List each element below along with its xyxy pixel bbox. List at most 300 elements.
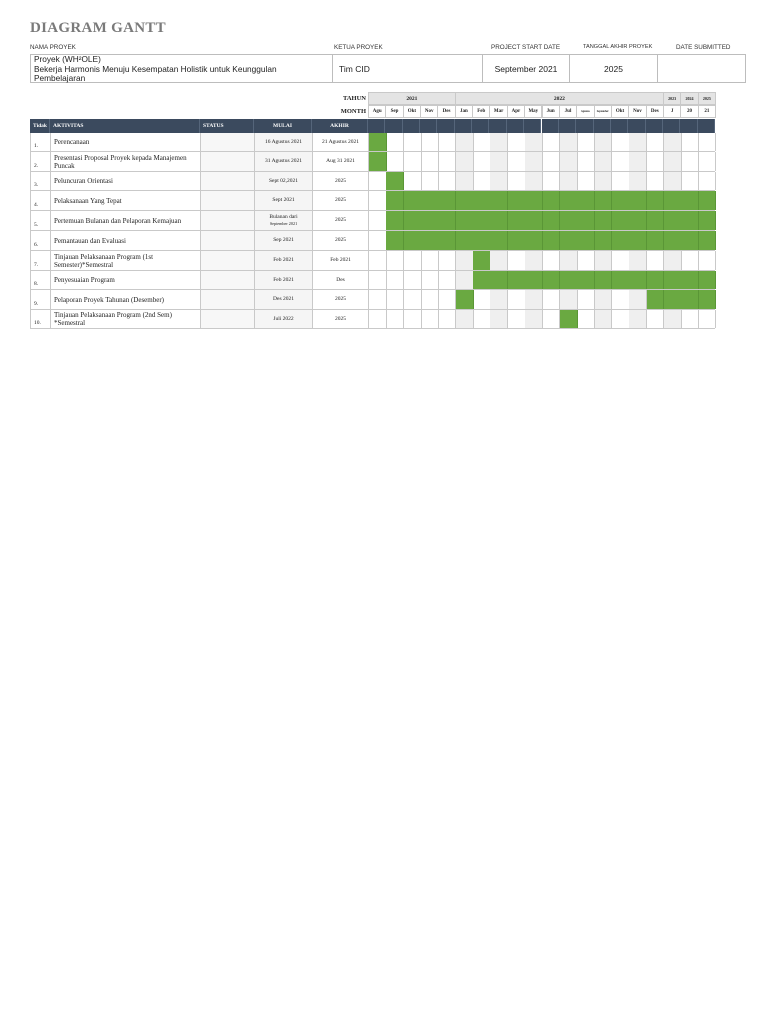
month-header: May bbox=[524, 105, 542, 118]
gantt-cell bbox=[525, 290, 543, 309]
end-date: 2025 bbox=[313, 310, 369, 328]
gantt-cell bbox=[525, 251, 543, 270]
gantt-bar bbox=[421, 211, 439, 230]
label-nama-proyek: NAMA PROYEK bbox=[30, 44, 76, 51]
col-header-month-cell bbox=[611, 119, 628, 133]
gantt-bar bbox=[647, 290, 665, 309]
month-header: September bbox=[594, 105, 612, 118]
gantt-cell bbox=[473, 152, 491, 171]
gantt-bar bbox=[681, 211, 699, 230]
gantt-bar bbox=[525, 271, 543, 289]
month-header: 20 bbox=[680, 105, 698, 118]
label-ketua-proyek: KETUA PROYEK bbox=[334, 44, 383, 51]
start-date bbox=[255, 231, 313, 250]
row-number: 8. bbox=[31, 271, 51, 289]
month-header: Mar bbox=[489, 105, 507, 118]
col-header-month-cell bbox=[542, 119, 559, 133]
row-number: 4. bbox=[31, 191, 51, 210]
gantt-bar bbox=[456, 290, 474, 309]
month-header: Jan bbox=[455, 105, 473, 118]
gantt-bar bbox=[438, 231, 456, 250]
start-date bbox=[255, 251, 313, 270]
gantt-cell bbox=[421, 172, 439, 190]
start-date bbox=[255, 290, 313, 309]
table-row[interactable] bbox=[30, 271, 715, 290]
gantt-cell bbox=[369, 191, 387, 210]
gantt-cell bbox=[560, 172, 578, 190]
gantt-cell bbox=[404, 251, 422, 270]
month-label: MONTH bbox=[340, 108, 366, 115]
gantt-cell bbox=[404, 172, 422, 190]
end-date: 2025 bbox=[313, 191, 369, 210]
gantt-bar bbox=[386, 231, 404, 250]
gantt-bar bbox=[473, 191, 491, 210]
gantt-cell bbox=[664, 251, 682, 270]
gantt-bar bbox=[438, 211, 456, 230]
gantt-cell bbox=[490, 133, 508, 151]
gantt-bar bbox=[456, 211, 474, 230]
gantt-cell bbox=[681, 251, 699, 270]
activity-name: Presentasi Proposal Proyek kepada Manajemen Puncak bbox=[51, 152, 201, 171]
gantt-bar bbox=[456, 231, 474, 250]
table-row[interactable] bbox=[30, 231, 715, 251]
gantt-cell bbox=[386, 251, 404, 270]
gantt-bar bbox=[560, 310, 578, 328]
end-date: Aug 31 2021 bbox=[313, 152, 369, 171]
gantt-bar bbox=[421, 231, 439, 250]
end-date: 2025 bbox=[313, 231, 369, 250]
gantt-cell bbox=[543, 152, 561, 171]
gantt-cell bbox=[664, 172, 682, 190]
gantt-bar bbox=[577, 191, 595, 210]
gantt-cell bbox=[664, 152, 682, 171]
gantt-cell bbox=[699, 251, 717, 270]
gantt-bar bbox=[490, 191, 508, 210]
month-header: Jul bbox=[559, 105, 577, 118]
gantt-cell bbox=[438, 133, 456, 151]
gantt-cell bbox=[421, 310, 439, 328]
gantt-bar bbox=[525, 231, 543, 250]
gantt-cell bbox=[629, 290, 647, 309]
activity-name: Peluncuran Orientasi bbox=[51, 172, 201, 190]
gantt-cell bbox=[595, 290, 613, 309]
activity-name: Pemantauan dan Evaluasi bbox=[51, 231, 201, 250]
project-meta-box bbox=[30, 54, 746, 83]
col-header-month-cell bbox=[594, 119, 611, 133]
gantt-bar bbox=[629, 211, 647, 230]
gantt-cell bbox=[543, 310, 561, 328]
gantt-bar bbox=[612, 231, 630, 250]
gantt-cell bbox=[386, 152, 404, 171]
gantt-bar bbox=[629, 191, 647, 210]
gantt-cell bbox=[629, 152, 647, 171]
start-date-text: Sep 2021 bbox=[273, 237, 294, 244]
gantt-bar bbox=[699, 231, 717, 250]
gantt-bar bbox=[647, 231, 665, 250]
col-header-month-cell bbox=[524, 119, 541, 133]
end-date: 2025 bbox=[313, 172, 369, 190]
start-date-text: 31 Agustus 2021 bbox=[265, 158, 302, 165]
gantt-bar bbox=[647, 271, 665, 289]
gantt-bar bbox=[664, 191, 682, 210]
label-start-date: PROJECT START DATE bbox=[491, 44, 561, 51]
activity-name: Pelaksanaan Yang Tepat bbox=[51, 191, 201, 210]
gantt-bar bbox=[681, 231, 699, 250]
gantt-cell bbox=[525, 133, 543, 151]
gantt-cell bbox=[490, 310, 508, 328]
gantt-cell bbox=[386, 290, 404, 309]
gantt-bar bbox=[473, 251, 491, 270]
status-cell[interactable] bbox=[201, 231, 255, 250]
gantt-cell bbox=[508, 133, 526, 151]
year-header-2021: 2021 bbox=[368, 92, 456, 105]
gantt-cell bbox=[490, 152, 508, 171]
start-date bbox=[255, 191, 313, 210]
row-number: 7. bbox=[31, 251, 51, 270]
month-header: Okt bbox=[611, 105, 629, 118]
gantt-cell bbox=[369, 211, 387, 230]
gantt-bar bbox=[543, 271, 561, 289]
start-date bbox=[255, 133, 313, 151]
gantt-cell bbox=[664, 310, 682, 328]
gantt-cell bbox=[595, 172, 613, 190]
gantt-cell bbox=[490, 290, 508, 309]
gantt-cell bbox=[681, 310, 699, 328]
gantt-cell bbox=[438, 290, 456, 309]
activity-name: Tinjauan Pelaksanaan Program (1st Semester)*Semestral bbox=[51, 251, 201, 270]
gantt-bar bbox=[681, 271, 699, 289]
gantt-cell bbox=[404, 310, 422, 328]
gantt-cell bbox=[421, 290, 439, 309]
gantt-bar bbox=[543, 211, 561, 230]
gantt-bar bbox=[612, 211, 630, 230]
gantt-cell bbox=[577, 310, 595, 328]
end-date: 21 Agustus 2021 bbox=[313, 133, 369, 151]
gantt-bar bbox=[595, 271, 613, 289]
gantt-cell bbox=[438, 251, 456, 270]
gantt-bar bbox=[543, 231, 561, 250]
status-cell[interactable] bbox=[201, 271, 255, 289]
month-header: Apr bbox=[507, 105, 525, 118]
row-number: 6. bbox=[31, 231, 51, 250]
gantt-cell bbox=[369, 231, 387, 250]
gantt-cell bbox=[369, 251, 387, 270]
gantt-cell bbox=[612, 290, 630, 309]
gantt-cell bbox=[421, 251, 439, 270]
start-date bbox=[255, 271, 313, 289]
year-header-2023: 2023 bbox=[663, 92, 681, 105]
gantt-bar bbox=[612, 191, 630, 210]
page-title: DIAGRAM GANTT bbox=[30, 20, 166, 36]
gantt-cell bbox=[456, 251, 474, 270]
gantt-cell bbox=[369, 310, 387, 328]
start-date bbox=[255, 310, 313, 328]
col-header-month-cell bbox=[368, 119, 385, 133]
month-header: Nov bbox=[420, 105, 438, 118]
gantt-cell bbox=[508, 310, 526, 328]
gantt-bar bbox=[664, 290, 682, 309]
gantt-cell bbox=[629, 172, 647, 190]
end-date: Feb 2021 bbox=[313, 251, 369, 270]
gantt-cell bbox=[508, 251, 526, 270]
project-end-date-field[interactable]: 2025 bbox=[570, 55, 658, 82]
gantt-bar bbox=[664, 231, 682, 250]
start-date-text: Des 2021 bbox=[273, 296, 294, 303]
project-start-date-field[interactable]: September 2021 bbox=[483, 55, 570, 82]
date-submitted-field[interactable] bbox=[658, 55, 745, 82]
gantt-cell bbox=[612, 310, 630, 328]
gantt-bar bbox=[369, 152, 387, 171]
gantt-cell bbox=[699, 133, 717, 151]
gantt-cell bbox=[595, 310, 613, 328]
gantt-bar bbox=[404, 231, 422, 250]
gantt-bar bbox=[560, 231, 578, 250]
gantt-bar bbox=[490, 211, 508, 230]
month-header: Des bbox=[646, 105, 664, 118]
gantt-bar bbox=[595, 191, 613, 210]
gantt-bar bbox=[681, 290, 699, 309]
month-header: Okt bbox=[403, 105, 421, 118]
activity-name: Pelaporan Proyek Tahunan (Desember) bbox=[51, 290, 201, 309]
project-name-line2: Bekerja Harmonis Menuju Kesempatan Holistik untuk Keunggulan Pembelajaran bbox=[34, 63, 277, 83]
col-header-month-cell bbox=[559, 119, 576, 133]
row-number: 10. bbox=[31, 310, 51, 328]
gantt-bar bbox=[490, 271, 508, 289]
gantt-bar bbox=[456, 191, 474, 210]
gantt-bar bbox=[664, 211, 682, 230]
gantt-cell bbox=[438, 152, 456, 171]
gantt-cell bbox=[612, 152, 630, 171]
gantt-cell bbox=[577, 290, 595, 309]
gantt-cell bbox=[404, 271, 422, 289]
end-date: 2025 bbox=[313, 211, 369, 230]
gantt-cell bbox=[612, 172, 630, 190]
gantt-bar bbox=[577, 271, 595, 289]
gantt-cell bbox=[525, 172, 543, 190]
gantt-bar bbox=[543, 191, 561, 210]
gantt-cell bbox=[473, 172, 491, 190]
gantt-bar bbox=[438, 191, 456, 210]
start-date bbox=[255, 172, 313, 190]
month-header: Sep bbox=[385, 105, 403, 118]
start-date-text: Bulanan dari bbox=[269, 214, 298, 220]
status-cell[interactable] bbox=[201, 310, 255, 328]
gantt-cell bbox=[629, 251, 647, 270]
gantt-bar bbox=[404, 191, 422, 210]
gantt-cell bbox=[473, 310, 491, 328]
gantt-cell bbox=[543, 133, 561, 151]
col-header-month-cell bbox=[663, 119, 680, 133]
gantt-cell bbox=[681, 172, 699, 190]
activity-name: Pertemuan Bulanan dan Pelaporan Kemajuan bbox=[51, 211, 201, 230]
gantt-cell bbox=[543, 172, 561, 190]
gantt-bar bbox=[647, 211, 665, 230]
gantt-bar bbox=[386, 172, 404, 190]
label-date-submitted: DATE SUBMITTED bbox=[676, 44, 731, 51]
col-header-month-cell bbox=[385, 119, 402, 133]
gantt-cell bbox=[456, 133, 474, 151]
col-header-month-cell bbox=[489, 119, 506, 133]
row-number: 5. bbox=[31, 211, 51, 230]
end-date: 2025 bbox=[313, 290, 369, 309]
gantt-cell bbox=[699, 310, 717, 328]
gantt-cell bbox=[421, 133, 439, 151]
gantt-cell bbox=[647, 251, 665, 270]
status-cell[interactable] bbox=[201, 152, 255, 171]
table-row[interactable] bbox=[30, 191, 715, 211]
gantt-cell bbox=[508, 290, 526, 309]
gantt-cell bbox=[508, 152, 526, 171]
gantt-cell bbox=[699, 152, 717, 171]
table-row[interactable] bbox=[30, 152, 715, 172]
project-name-field[interactable] bbox=[31, 55, 333, 82]
gantt-bar bbox=[369, 133, 387, 151]
start-date-text: Sept 02,2021 bbox=[268, 177, 299, 184]
gantt-cell bbox=[629, 310, 647, 328]
gantt-cell bbox=[647, 133, 665, 151]
col-header-month-cell bbox=[507, 119, 524, 133]
start-date-text: Feb 2021 bbox=[273, 257, 294, 264]
gantt-cell bbox=[595, 133, 613, 151]
gantt-cell bbox=[438, 271, 456, 289]
gantt-cell bbox=[560, 152, 578, 171]
col-header-month-cell bbox=[420, 119, 437, 133]
row-number: 9. bbox=[31, 290, 51, 309]
col-header-month-cell bbox=[646, 119, 663, 133]
activity-name: Penyesuaian Program bbox=[51, 271, 201, 289]
gantt-cell bbox=[404, 290, 422, 309]
gantt-cell bbox=[595, 152, 613, 171]
year-header-2025: 2025 bbox=[698, 92, 716, 105]
table-row[interactable] bbox=[30, 211, 715, 231]
project-meta-labels bbox=[30, 44, 746, 54]
gantt-bar bbox=[490, 231, 508, 250]
gantt-cell bbox=[629, 133, 647, 151]
col-header-month-cell bbox=[403, 119, 420, 133]
gantt-bar bbox=[595, 231, 613, 250]
table-row[interactable] bbox=[30, 133, 715, 152]
col-header-number: Tidak bbox=[30, 119, 50, 133]
gantt-bar bbox=[560, 211, 578, 230]
start-date-text: Sept 2021 bbox=[272, 197, 295, 204]
year-header-2022: 2022 bbox=[455, 92, 664, 105]
month-header: Agustus bbox=[576, 105, 594, 118]
status-cell[interactable] bbox=[201, 133, 255, 151]
status-cell[interactable] bbox=[201, 172, 255, 190]
col-header-activity: AKTIVITAS bbox=[50, 119, 200, 133]
gantt-cell bbox=[612, 133, 630, 151]
gantt-bar bbox=[525, 191, 543, 210]
gantt-cell bbox=[421, 152, 439, 171]
table-row[interactable] bbox=[30, 290, 715, 310]
month-header: J bbox=[663, 105, 681, 118]
gantt-cell bbox=[681, 133, 699, 151]
col-header-month-cell bbox=[437, 119, 454, 133]
col-header-month-cell bbox=[472, 119, 489, 133]
gantt-bar bbox=[421, 191, 439, 210]
row-number: 1. bbox=[31, 133, 51, 151]
gantt-bar bbox=[560, 191, 578, 210]
gantt-cell bbox=[612, 251, 630, 270]
gantt-cell bbox=[490, 172, 508, 190]
gantt-bar bbox=[404, 211, 422, 230]
status-cell[interactable] bbox=[201, 211, 255, 230]
month-header: Jun bbox=[542, 105, 560, 118]
gantt-cell bbox=[404, 152, 422, 171]
gantt-cell bbox=[473, 290, 491, 309]
gantt-cell bbox=[543, 251, 561, 270]
gantt-cell bbox=[404, 133, 422, 151]
project-lead-field[interactable]: Tim CID bbox=[333, 55, 483, 82]
gantt-cell bbox=[577, 152, 595, 171]
gantt-bar bbox=[508, 271, 526, 289]
start-date-subtext: September 2021 bbox=[269, 220, 298, 226]
status-cell[interactable] bbox=[201, 290, 255, 309]
gantt-cell bbox=[560, 251, 578, 270]
gantt-bar bbox=[560, 271, 578, 289]
gantt-cell bbox=[490, 251, 508, 270]
start-date-text: 16 Agustus 2021 bbox=[265, 138, 302, 145]
gantt-cell bbox=[473, 133, 491, 151]
month-header: Agu bbox=[368, 105, 386, 118]
table-row[interactable] bbox=[30, 251, 715, 271]
start-date-text: Feb 2021 bbox=[273, 276, 294, 283]
gantt-bar bbox=[699, 271, 717, 289]
col-header-month-cell bbox=[680, 119, 697, 133]
gantt-bar bbox=[699, 290, 717, 309]
gantt-bar bbox=[664, 271, 682, 289]
gantt-cell bbox=[560, 290, 578, 309]
gantt-cell bbox=[664, 133, 682, 151]
table-row[interactable] bbox=[30, 310, 715, 329]
gantt-bar bbox=[386, 211, 404, 230]
gantt-bar bbox=[473, 211, 491, 230]
table-row[interactable] bbox=[30, 172, 715, 191]
col-header-start: MULAI bbox=[254, 119, 312, 133]
gantt-bar bbox=[629, 271, 647, 289]
project-name-line1: Proyek (WH²OLE) bbox=[34, 54, 101, 64]
gantt-cell bbox=[543, 290, 561, 309]
gantt-bar bbox=[647, 191, 665, 210]
status-cell[interactable] bbox=[201, 191, 255, 210]
gantt-cell bbox=[438, 310, 456, 328]
status-cell[interactable] bbox=[201, 251, 255, 270]
month-header: 21 bbox=[698, 105, 716, 118]
gantt-bar bbox=[595, 211, 613, 230]
col-header-month-cell bbox=[628, 119, 645, 133]
gantt-bar bbox=[577, 211, 595, 230]
gantt-cell bbox=[525, 152, 543, 171]
gantt-cell bbox=[560, 133, 578, 151]
activity-name: Perencanaan bbox=[51, 133, 201, 151]
gantt-bar bbox=[612, 271, 630, 289]
label-tanggal-akhir: TANGGAL AKHIR PROYEK bbox=[583, 44, 653, 50]
gantt-bar bbox=[577, 231, 595, 250]
col-header-status: STATUS bbox=[200, 119, 254, 133]
gantt-cell bbox=[525, 310, 543, 328]
gantt-cell bbox=[647, 172, 665, 190]
gantt-cell bbox=[577, 172, 595, 190]
tahun-label: TAHUN bbox=[343, 95, 366, 102]
gantt-bar bbox=[473, 271, 491, 289]
year-header-2024: 2024 bbox=[680, 92, 698, 105]
gantt-cell bbox=[369, 172, 387, 190]
month-header: Des bbox=[437, 105, 455, 118]
gantt-bar bbox=[629, 231, 647, 250]
gantt-cell bbox=[577, 251, 595, 270]
gantt-bar bbox=[525, 211, 543, 230]
month-header: Feb bbox=[472, 105, 490, 118]
